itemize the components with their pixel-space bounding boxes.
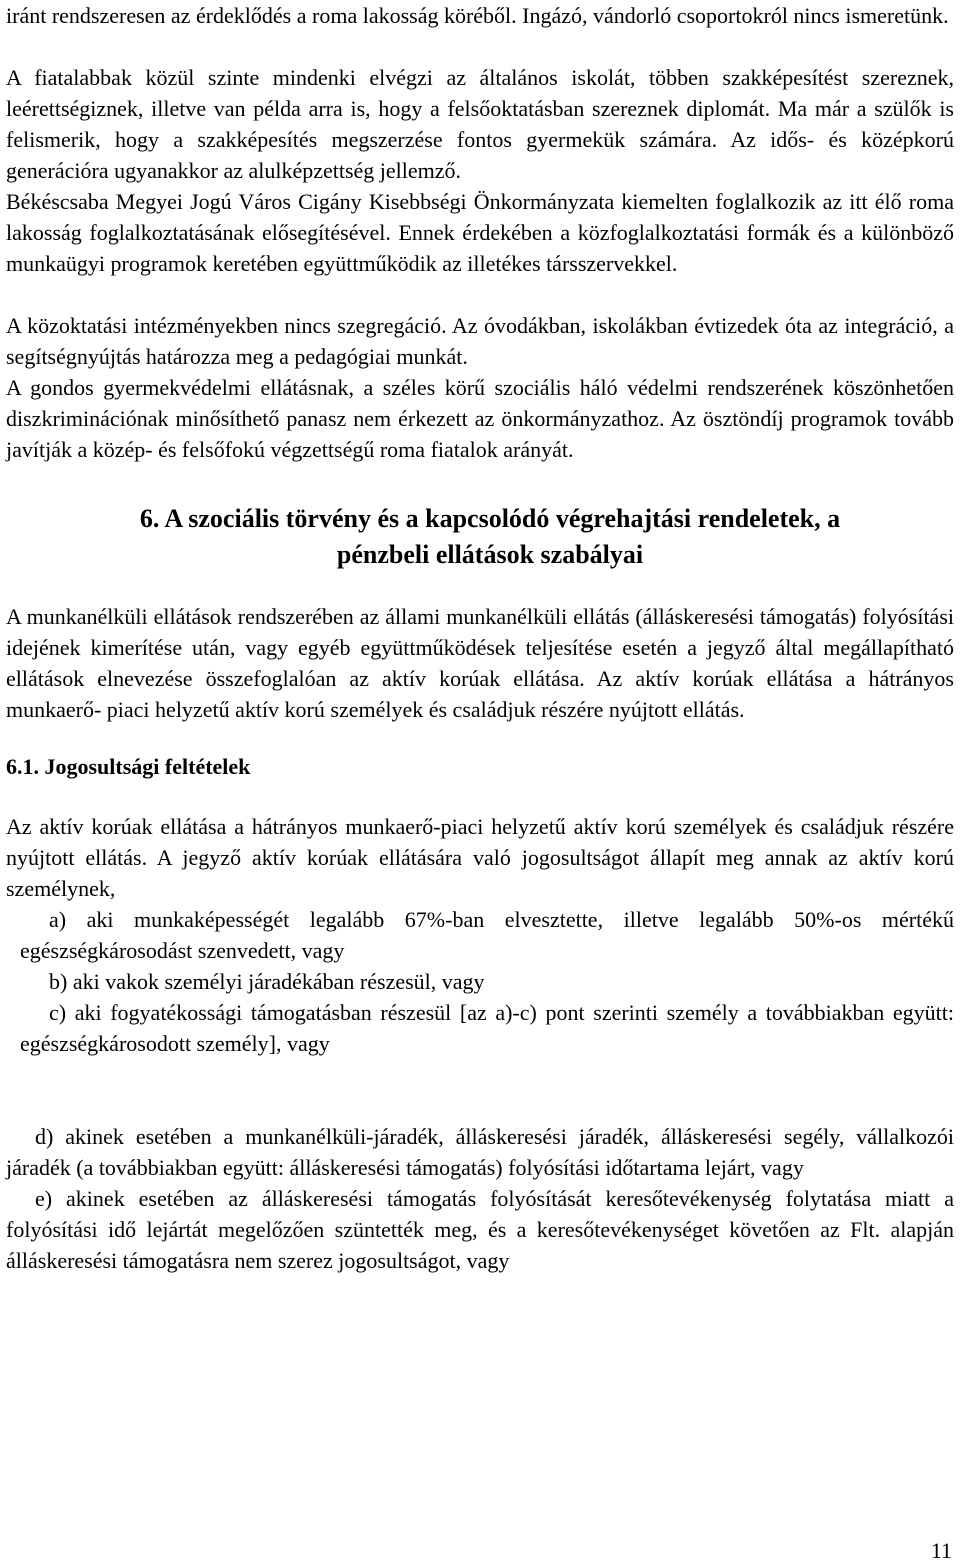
document-page [6, 0, 954, 1276]
section-heading-line2: pénzbeli ellátások szabályai [336, 540, 644, 569]
paragraph-no-segregation: A közoktatási intézményekben nincs szegregáció. Az óvodákban, iskolákban évtizedek óta az integráció, a segítségnyújtás határozza meg a pedagógiai munkát. [6, 313, 954, 369]
list-item-c: c) aki fogyatékossági támogatásban részesül [az a)-c) pont szerinti személy a továbbiakban együtt: egészségkárosodott személy], vagy [20, 1000, 954, 1056]
list-item-a: a) aki munkaképességét legalább 67%-ban elvesztette, illetve legalább 50%-os mértékű egészségkárosodást szenvedett, vagy [20, 907, 954, 963]
section-heading-line1: 6. A szociális törvény és a kapcsolódó végrehajtási rendeletek, a [139, 504, 841, 533]
paragraph-minority-self-government: Békéscsaba Megyei Jogú Város Cigány Kisebbségi Önkormányzata kiemelten foglalkozik az itt élő roma lakosság foglalkoztatásának elősegítésével. Ennek érdekében a közfoglalkoztatási formák és a különböző munkaügyi programok keretében együttműködik az illetékes társszervekkel. [6, 189, 954, 276]
list-item-d: d) akinek esetében a munkanélküli-járadék, álláskeresési járadék, álláskeresési segély, vállalkozói járadék (a továbbiakban együtt: álláskeresési támogatás) folyósítási időtartama lejárt, vagy [6, 1124, 954, 1180]
subsection-heading: 6.1. Jogosultsági feltételek [6, 754, 251, 779]
page-number: 11 [930, 1538, 952, 1563]
list-item-e: e) akinek esetében az álláskeresési támogatás folyósítását keresőtevékenység folytatása miatt a folyósítási idő lejártát megelőzően szüntették meg, és a keresőtevékenységet követően az Flt. alapján álláskeresési támogatásra nem szerez jogosultságot, vagy [6, 1186, 954, 1273]
paragraph-child-protection: A gondos gyermekvédelmi ellátásnak, a széles körű szociális háló védelmi rendszerének köszönhetően diszkriminációnak minősíthető panasz nem érkezett az önkormányzathoz. Az ösztöndíj programok tovább javítják a közép- és felsőfokú végzettségű roma fiatalok arányát. [6, 375, 954, 462]
list-item-b: b) aki vakok személyi járadékában részesül, vagy [49, 969, 485, 994]
paragraph-eligibility-intro: Az aktív korúak ellátása a hátrányos munkaerő-piaci helyzetű aktív korú személyek és családjuk részére nyújtott ellátás. A jegyző aktív korúak ellátására való jogosultságot állapít meg annak az aktív korú személynek, [6, 814, 954, 901]
paragraph-roma-interest: iránt rendszeresen az érdeklődés a roma lakosság köréből. Ingázó, vándorló csoportokról nincs ismeretünk. [6, 3, 949, 28]
section-heading [6, 501, 954, 573]
paragraph-unemployment-benefits: A munkanélküli ellátások rendszerében az állami munkanélküli ellátás (álláskeresési támogatás) folyósítási idejének kimerítése után, vagy egyéb együttműködések teljesítése esetén a jegyző által megállapítható ellátások elnevezése összefoglalóan az aktív korúak ellátása. Az aktív korúak ellátása a hátrányos munkaerő- piaci helyzetű aktív korú személyek és családjuk részére nyújtott ellátás. [6, 604, 954, 722]
paragraph-youth-education: A fiatalabbak közül szinte mindenki elvégzi az általános iskolát, többen szakképesítést szereznek, leérettségiznek, illetve van példa arra is, hogy a felsőoktatásban szereznek diplomát. Ma már a szülők is felismerik, hogy a szakképesítés megszerzése fontos gyermekük számára. Az idős- és középkorú generációra ugyanakkor az alulképzettség jellemző. [6, 65, 954, 183]
